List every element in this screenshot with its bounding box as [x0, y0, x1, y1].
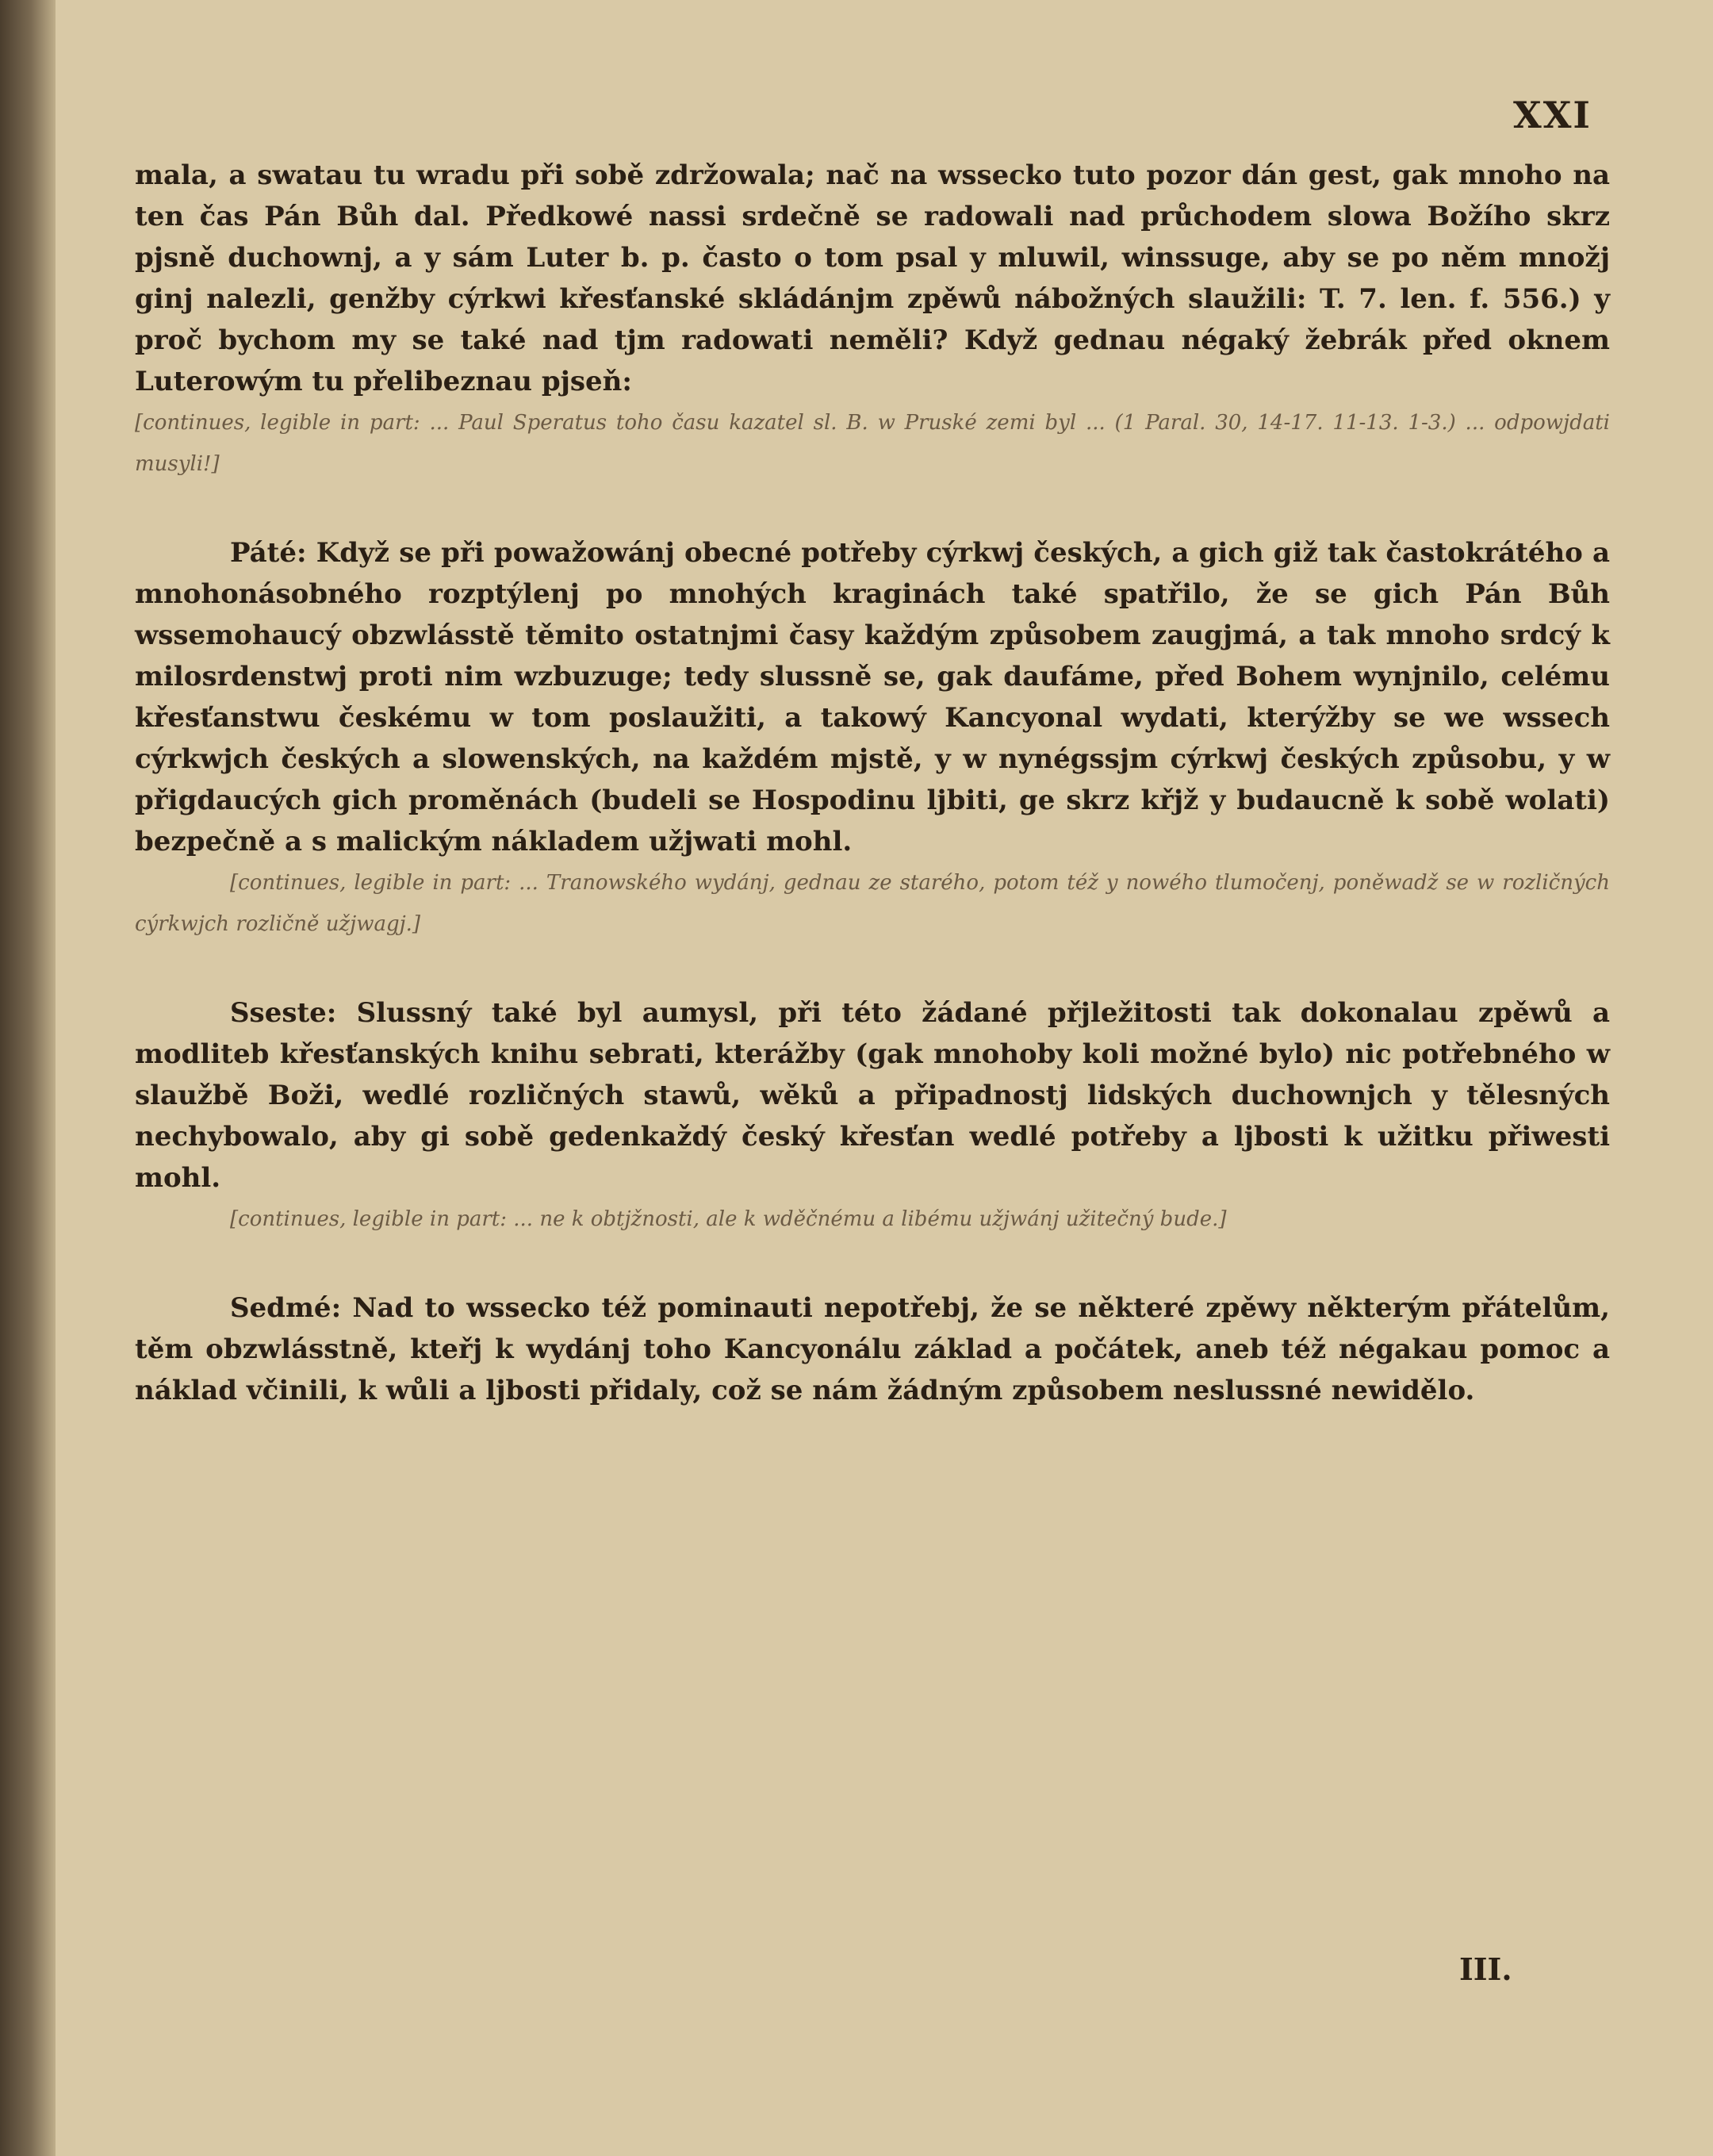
illegible-gap-note: [continues, legible in part: ... ne k obtjžnosti, ale k wděčnému a libému užjwánj užitečný bude.]: [230, 1207, 1227, 1231]
book-binding-shadow: [0, 0, 56, 2156]
paragraph-text: Sedmé: Nad to wssecko též pominauti nepotřebj, že se některé zpěwy některým přátelům, těm obzwlásstně, kteřj k wydánj toho Kancyonálu základ a počátek, aneb též négakau pomoc a náklad včinili, k wůli a ljbosti přidaly, což se nám žádným způsobem neslussné newidělo.: [135, 1292, 1610, 1406]
catchword: III.: [1459, 1951, 1512, 1987]
illegible-gap-note: [continues, legible in part: ... Paul Speratus toho času kazatel sl. B. w Pruské zemi byl ... (1 Paral. 30, 14-17. 11-13. 1-3.) ... odpowjdati musyli!]: [135, 411, 1610, 476]
paragraph-pate: [135, 532, 1610, 945]
illegible-gap-note: [continues, legible in part: ... Tranowského wydánj, gednau ze starého, potom též y nowého tlumočenj, poněwadž se w rozličných cýrkwjch rozličně užjwagj.]: [135, 871, 1610, 936]
paragraph-sedme: [135, 1287, 1610, 1411]
page-number: XXI: [1513, 94, 1592, 136]
paragraph-text: Páté: Když se při powažowánj obecné potřeby cýrkwj českých, a gich giž tak častokrátého a mnohonásobného rozptýlenj po mnohých kraginách také spatřilo, že se gich Pán Bůh wssemohaucý obzwlásstě těmito ostatnjmi časy každým způsobem zaugjmá, a tak mnoho srdcý k milosrdenstwj proti nim wzbuzuge; tedy slussně se, gak daufáme, před Bohem wynjnilo, celému křesťanstwu českému w tom poslaužiti, a takowý Kancyonal wydati, kterýžby se we wssech cýrkwjch českých a slowenských, na každém mjstě, y w nynégssjm cýrkwj českých způsobu, y w přigdaucých gich proměnách (budeli se Hospodinu ljbiti, ge skrz křjž y budaucně k sobě wolati) bezpečně a s malickým nákladem užjwati mohl.: [135, 537, 1610, 857]
book-page: [56, 0, 1713, 2156]
paragraph-continuation: [135, 155, 1610, 485]
body-text: [135, 155, 1610, 1459]
paragraph-seste: [135, 992, 1610, 1240]
paragraph-text: mala, a swatau tu wradu při sobě zdržowala; nač na wssecko tuto pozor dán gest, gak mnoho na ten čas Pán Bůh dal. Předkowé nassi srdečně se radowali nad průchodem slowa Božího skrz pjsně duchownj, a y sám Luter b. p. často o tom psal y mluwil, winssuge, aby se po něm množj ginj nalezli, genžby cýrkwi křesťanské skládánjm zpěwů nábožných slaužili: T. 7. len. f. 556.) y proč bychom my se také nad tjm radowati neměli? Když gednau négaký žebrák před oknem Luterowým tu přelibeznau pjseň:: [135, 159, 1610, 397]
paragraph-text: Sseste: Slussný také byl aumysl, při této žádané přjležitosti tak dokonalau zpěwů a modliteb křesťanských knihu sebrati, kterážby (gak mnohoby koli možné bylo) nic potřebného w slaužbě Boži, wedlé rozličných stawů, wěků a připadnostj lidských duchownjch y tělesných nechybowalo, aby gi sobě gedenkaždý český křesťan wedlé potřeby a ljbosti k užitku přiwesti mohl.: [135, 997, 1610, 1194]
